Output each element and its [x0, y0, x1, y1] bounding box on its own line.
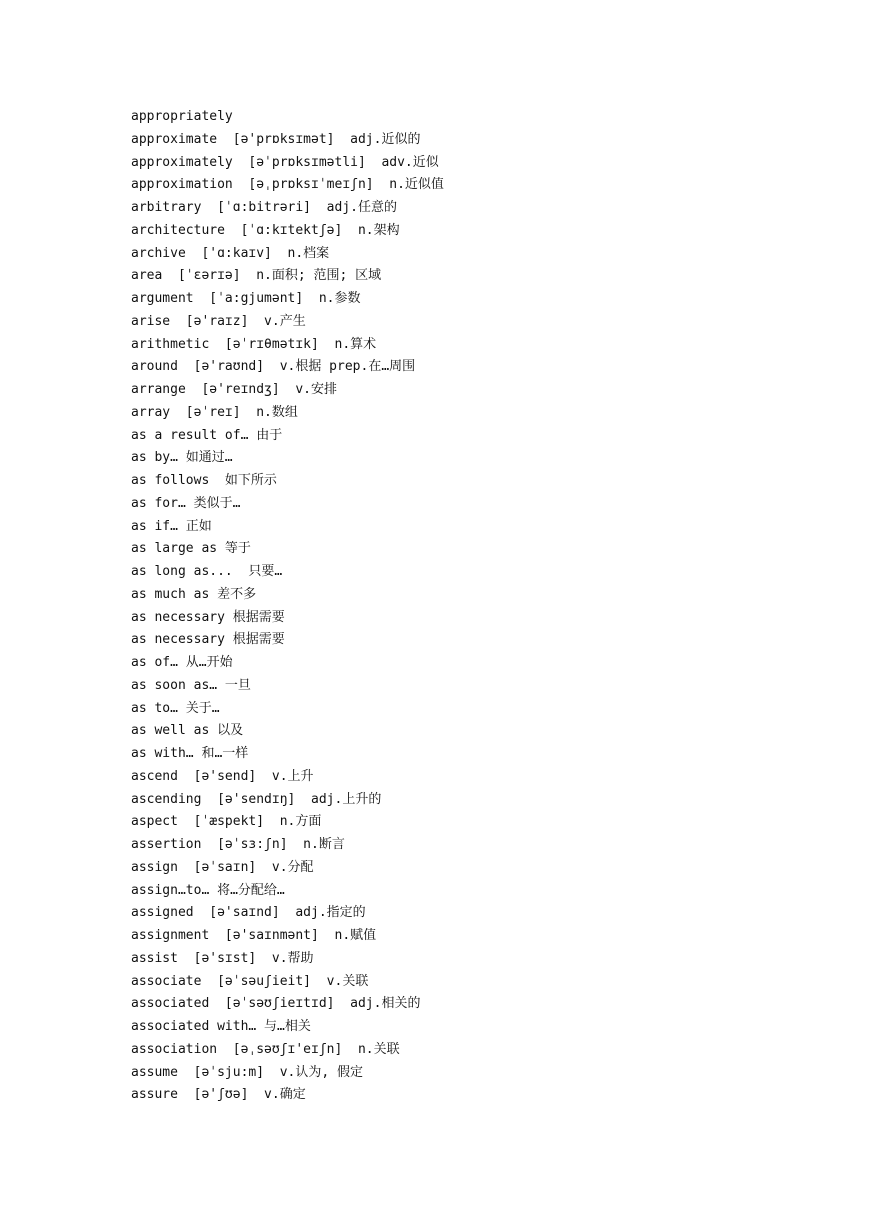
list-item: associated with… 与…相关	[131, 1019, 311, 1034]
list-item: arithmetic [əˈrɪθmətɪk] n.算术	[131, 336, 377, 352]
list-item: as much as 差不多	[131, 586, 257, 602]
list-item: arbitrary [ˈɑ:bitrəri] adj.任意的	[131, 200, 397, 215]
list-item: as if… 正如	[131, 518, 212, 534]
list-item: assist [ə'sɪst] v.帮助	[131, 950, 314, 966]
vocabulary-list	[131, 106, 831, 1107]
list-item: as large as 等于	[131, 541, 251, 557]
list-item: argument [ˈa:gjumənt] n.参数	[131, 291, 361, 306]
list-item: assign…to… 将…分配给…	[131, 882, 285, 898]
list-item: approximate [ə'prɒksɪmət] adj.近似的	[131, 131, 421, 147]
list-item: area [ˈɛərɪə] n.面积; 范围; 区域	[131, 268, 382, 284]
list-item: approximately [əˈprɒksɪmətli] adv.近似	[131, 154, 439, 170]
list-item: approximation [əˌprɒksɪˈmeɪʃn] n.近似值	[131, 177, 444, 193]
list-item: as follows 如下所示	[131, 473, 277, 488]
list-item: appropriately	[131, 109, 233, 124]
list-item: association [əˌsəʊʃɪ'eɪʃn] n.关联	[131, 1041, 400, 1057]
list-item: around [ə'raʊnd] v.根据 prep.在…周围	[131, 359, 416, 375]
list-item: aspect [ˈæspekt] n.方面	[131, 814, 322, 830]
list-item: assigned [ə'saɪnd] adj.指定的	[131, 905, 366, 921]
list-item: assume [əˈsju:m] v.认为, 假定	[131, 1064, 364, 1080]
list-item: associated [əˈsəʊʃieɪtɪd] adj.相关的	[131, 996, 421, 1012]
list-item: as long as... 只要…	[131, 564, 283, 579]
list-item: assure [ə'ʃʊə] v.确定	[131, 1087, 306, 1103]
list-item: associate [əˈsəuʃieit] v.关联	[131, 973, 369, 989]
list-item: as with… 和…一样	[131, 746, 249, 761]
list-item: as well as 以及	[131, 723, 244, 739]
list-item: assignment [ə'saɪnmənt] n.赋值	[131, 928, 377, 943]
list-item: architecture [ˈɑ:kɪtektʃə] n.架构	[131, 222, 400, 238]
list-item: as for… 类似于…	[131, 495, 241, 511]
list-item: as to… 关于…	[131, 700, 220, 716]
list-item: as necessary 根据需要	[131, 609, 285, 625]
list-item: array [əˈreɪ] n.数组	[131, 404, 298, 420]
list-item: arise [ə'raɪz] v.产生	[131, 313, 306, 329]
list-item: ascending [ə'sendɪŋ] adj.上升的	[131, 791, 382, 807]
list-item: as by… 如通过…	[131, 450, 233, 466]
list-item: as a result of… 由于	[131, 427, 283, 443]
list-item: assign [əˈsaɪn] v.分配	[131, 859, 314, 875]
list-item: ascend [ə'send] v.上升	[131, 768, 314, 784]
list-item: as of… 从…开始	[131, 655, 233, 670]
list-item: as soon as… 一旦	[131, 677, 251, 693]
list-item: archive ['ɑ:kaɪv] n.档案	[131, 245, 330, 261]
list-item: arrange [ə'reɪndʒ] v.安排	[131, 382, 338, 397]
list-item: as necessary 根据需要	[131, 632, 285, 648]
list-item: assertion [əˈsɜ:ʃn] n.断言	[131, 837, 345, 852]
